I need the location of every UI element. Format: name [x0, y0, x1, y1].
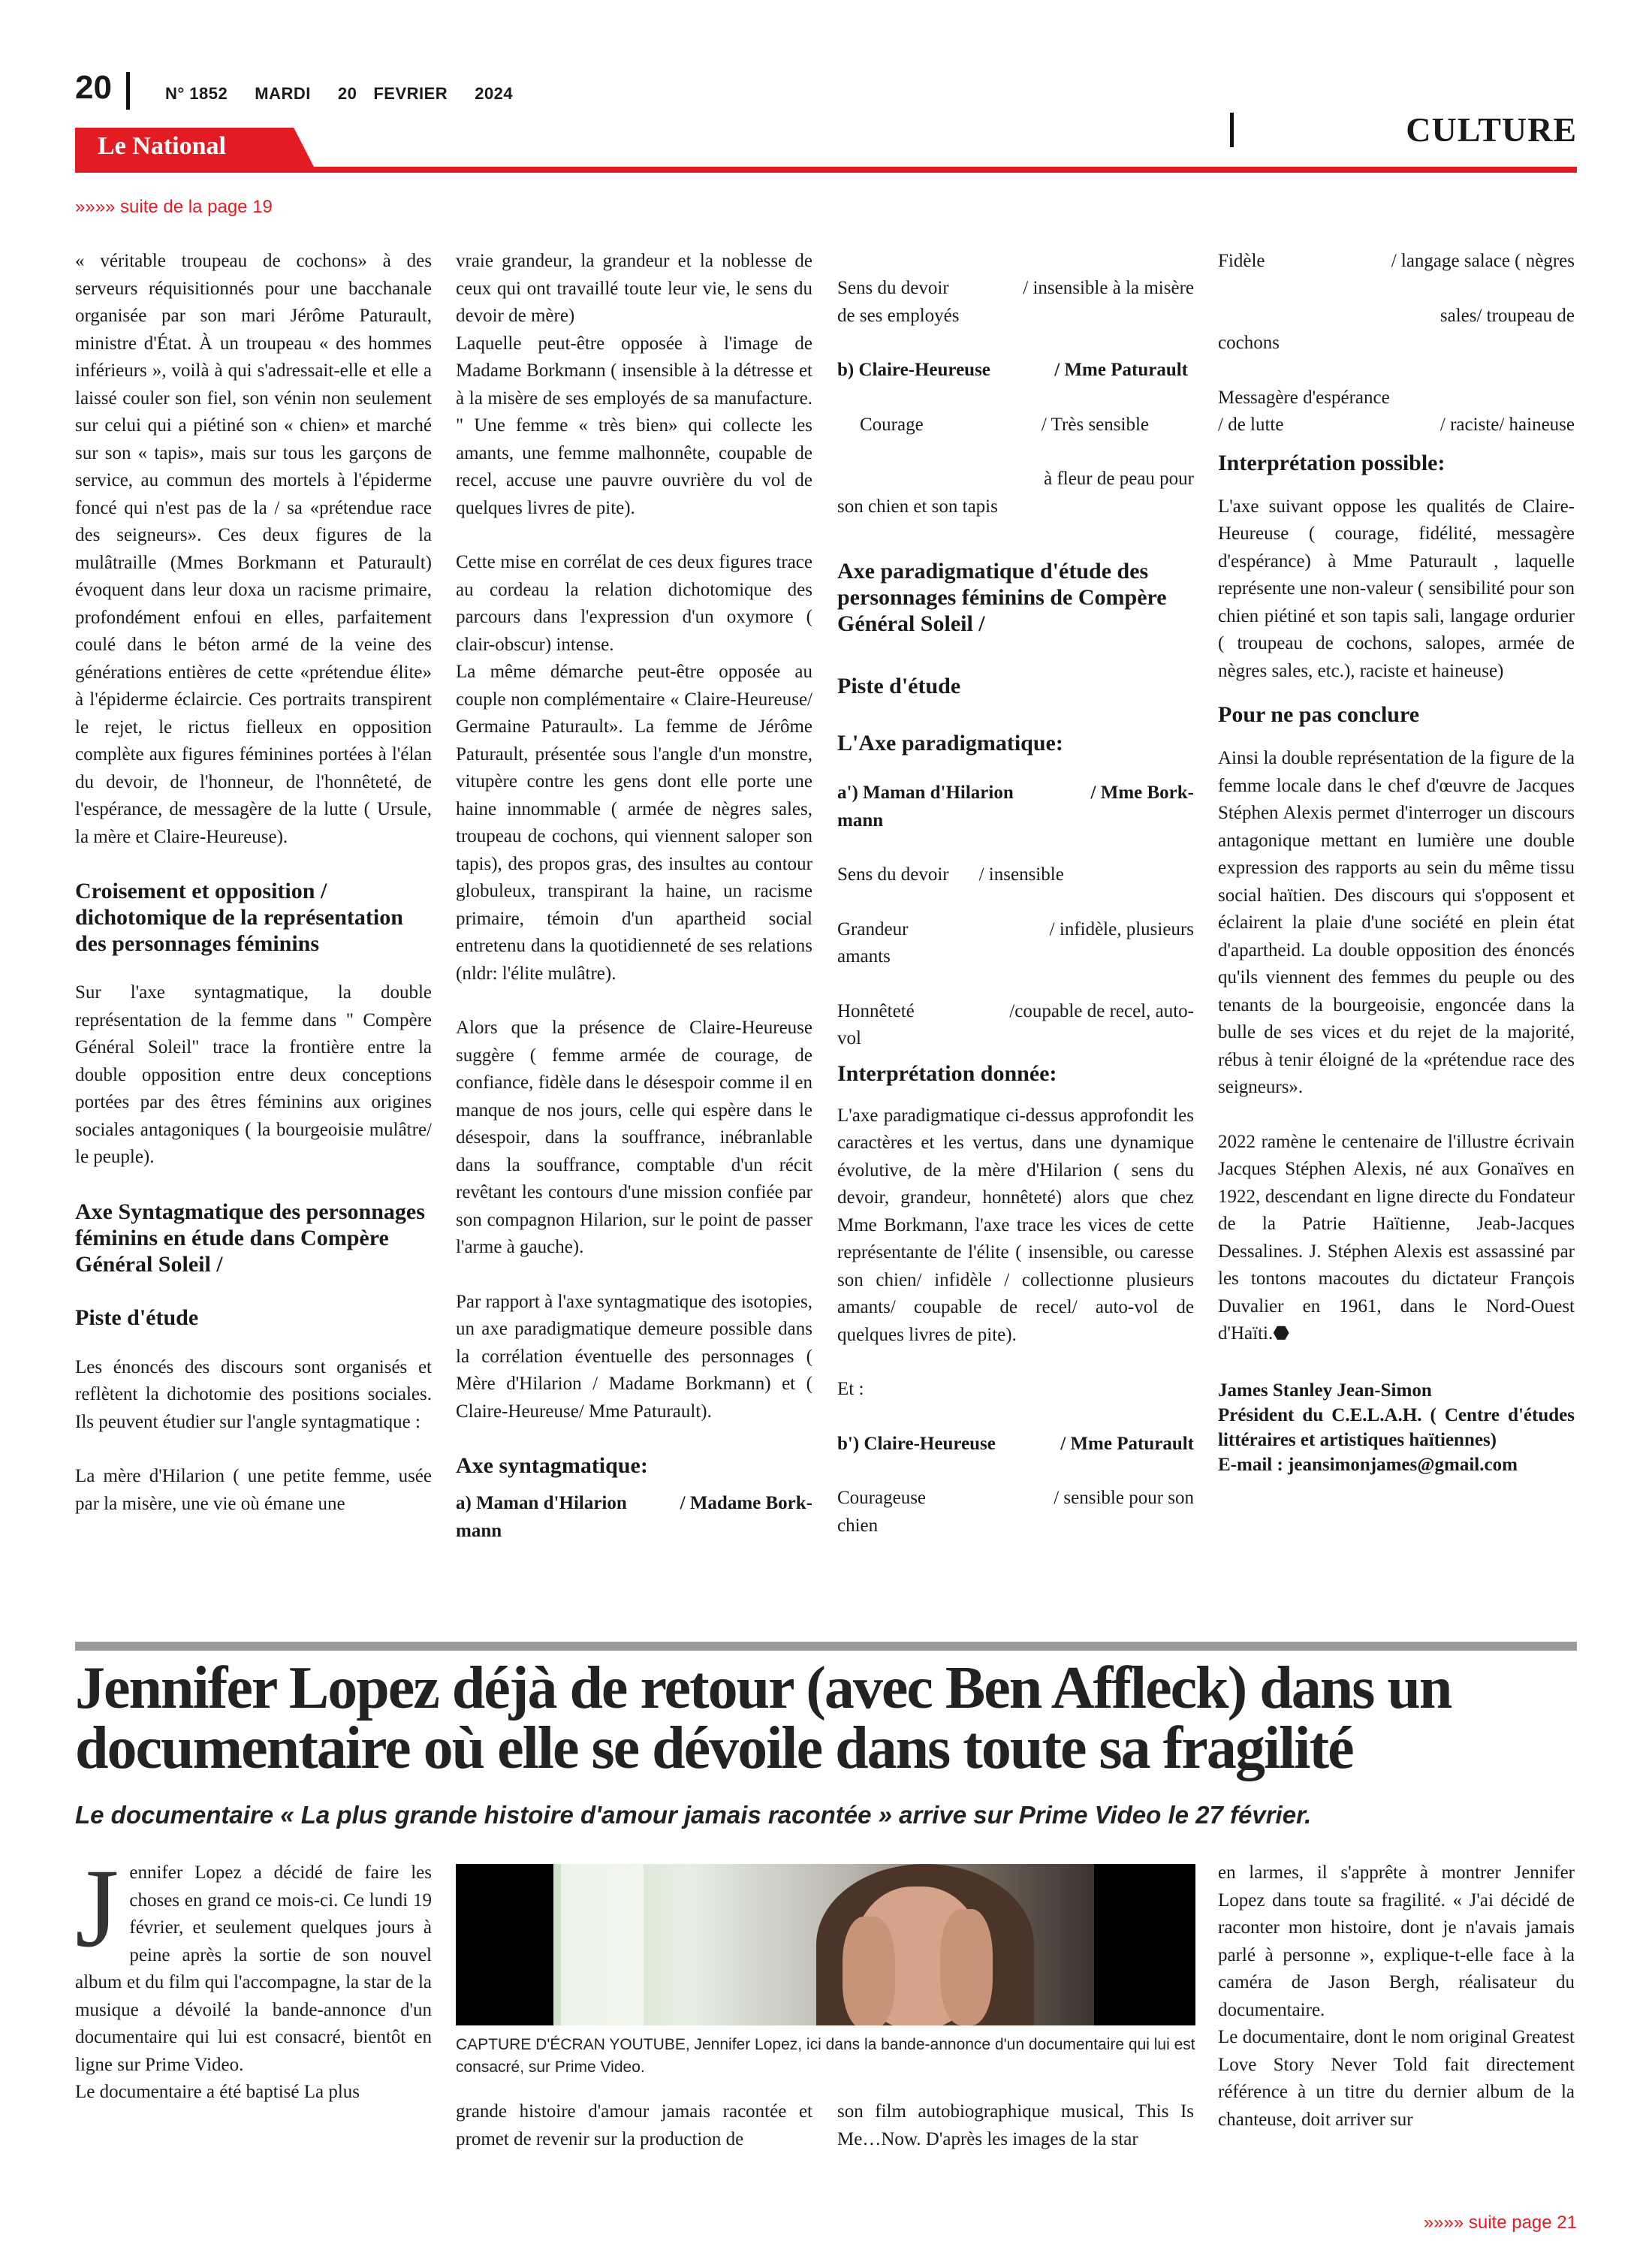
photo-caption: CAPTURE D'ÉCRAN YOUTUBE, Jennifer Lopez, ici dans la bande-annonce d'un documentaire qui lui est consacré, sur Prime Video. — [456, 2036, 1195, 2076]
article-photo — [456, 1864, 1195, 2025]
pair-left: a') Maman d'Hilarion — [837, 783, 1014, 803]
pair-right: / Mme Paturault — [1054, 360, 1188, 380]
axis-pair — [837, 357, 1194, 385]
pair-continued: mann — [837, 810, 884, 831]
axis-pair — [837, 998, 1194, 1026]
pair-left: Honnêteté — [837, 1000, 915, 1021]
paragraph: Et : — [837, 1379, 864, 1399]
pair-right: / Mme Paturault — [1060, 1433, 1194, 1454]
pair-left: Sens du devoir — [837, 864, 949, 885]
pair-right: / insensible — [978, 864, 1064, 885]
subheading: Axe paradigmatique d'étude des personnages féminins de Compère Général Soleil / — [837, 559, 1167, 636]
axis-pair — [837, 1431, 1194, 1458]
subheading: Interprétation donnée: — [837, 1060, 1057, 1086]
paragraph: grande histoire d'amour jamais racontée et promet de revenir sur la production de — [456, 2101, 812, 2149]
pair-continued: cochons — [1218, 333, 1280, 353]
axis-pair — [837, 916, 1194, 944]
subheading: L'Axe paradigmatique: — [837, 731, 1063, 756]
continued-to: »»»» suite page 21 — [1423, 2212, 1577, 2233]
pair-right: à fleur de peau pour — [1044, 469, 1194, 489]
paragraph: Par rapport à l'axe syntagmatique des isotopies, un axe paradigmatique demeure possible dans la corrélation éventuelle des personnages ( Mère d'Hilarion / Madame Borkmann) et ( Claire-Heureuse/ Mme Paturault). — [456, 1291, 812, 1422]
subheading: Pour ne pas conclure — [1218, 702, 1420, 727]
pair-right: / sensible pour son — [1054, 1488, 1194, 1508]
column-2 — [456, 248, 812, 1545]
paragraph: Ainsi la double représentation de la figure de la femme locale dans le chef d'œuvre de Jacques Stéphen Alexis permet d'interroger un discours antagonique mettant en lumière une double expression des rapports au sein du même tissu social haïtien. Des discours qui s'opposent et éclairent la plaie d'une société en plein état d'apartheid. La double opposition des énoncés qu'ils viennent des femmes du peuple ou des tenants de la bourgeoisie, engoncée dans la bulle de ses vices et du rejet de la majorité, rébus à tenir éloigné de la «prétendue race des seigneurs». — [1218, 748, 1575, 1097]
pair-right: / Mme Bork- — [1090, 783, 1194, 803]
pair-left: Fidèle — [1218, 251, 1265, 271]
article-rule — [75, 1642, 1577, 1651]
pair-left: a) Maman d'Hilarion — [456, 1493, 627, 1513]
author-name: James Stanley Jean-Simon — [1218, 1380, 1432, 1401]
pair-right: / langage salace ( nègres — [1391, 251, 1575, 271]
pair-left: / de lutte — [1218, 415, 1284, 435]
author-title: Président du C.E.L.A.H. ( Centre d'études littéraires et artistiques haïtiennes) — [1218, 1404, 1575, 1450]
paragraph: La même démarche peut-être opposée au couple non complémentaire « Claire-Heureuse/ Germaine Paturault». La femme de Jérôme Paturault, présentée sous l'angle d'un monstre, vitupère contre les gens dont elle porte une haine innommable ( armée de nègres sales, troupeau de cochons, qui viennent saloper son tapis), des propos gras, des insultes au contour globuleux, transpirant la haine, un racisme primaire, témoin d'un apartheid social entretenu dans la quotidienneté de ses relations (nldr: l'élite mulâtre). — [456, 662, 812, 984]
pair-continued: mann — [456, 1520, 502, 1541]
article-column-3 — [837, 2098, 1194, 2153]
article-column-1 — [75, 1846, 432, 2107]
pair-left: b) Claire-Heureuse — [837, 360, 990, 380]
pair-right: / Madame Bork- — [680, 1493, 812, 1513]
pair-continued: de ses employés — [837, 305, 960, 326]
paragraph — [75, 1846, 432, 2079]
column-1 — [75, 248, 432, 1545]
paragraph: Alors que la présence de Claire-Heureuse suggère ( femme armée de courage, de confiance, fidèle dans le désespoir comme il en manque de nos jours, celle qui espère dans le désespoir, dans la souffrance, inébranlable dans la souffrance, comptable d'un récit revêtant les contours d'une mission confiée par son compagnon Hilarion, sur le point de passer l'arme à gauche). — [456, 1018, 812, 1257]
axis-pair — [1218, 412, 1575, 439]
subheading: Interprétation possible: — [1218, 450, 1446, 475]
paragraph-text: 2022 ramène le centenaire de l'illustre écrivain Jacques Stéphen Alexis, né aux Gonaïves en 1922, descendant en ligne directe du Fondateur de la Patrie Haïtienne, Jeab-Jacques Dessalines. J. Stéphen Alexis est assassiné par les tontons macoutes du dictateur François Duvalier en 1961, dans le Nord-Ouest d'Haïti. — [1218, 1131, 1575, 1344]
photo-scene — [553, 1864, 1094, 2025]
axis-pair — [1218, 248, 1575, 276]
pair-left: Courageuse — [837, 1488, 927, 1508]
brand-name: Le National — [98, 132, 226, 160]
article-column-2 — [456, 2098, 812, 2153]
issue-day: MARDI — [255, 84, 311, 103]
hand-shape — [843, 1917, 895, 2025]
dropcap: J — [75, 1846, 119, 1971]
article-subhead: Le documentaire « La plus grande histoire d'amour jamais racontée » arrive sur Prime Video le 27 février. — [75, 1801, 1312, 1829]
paragraph — [1218, 1129, 1575, 1348]
paragraph: Les énoncés des discours sont organisés et reflètent la dichotomie des positions sociales. Ils peuvent étudier sur l'angle syntagmatique : — [75, 1356, 432, 1432]
axis-pair — [456, 1490, 812, 1518]
article-column-4 — [1218, 1859, 1575, 2134]
pair-right: /coupable de recel, auto- — [1009, 1000, 1194, 1021]
paragraph: L'axe suivant oppose les qualités de Claire-Heureuse ( courage, fidélité, messagère d'espérance) à Mme Paturault , laquelle représente une non-valeur ( sensibilité pour son chien piétiné et son tapis sali, langage ordurier ( troupeau de cochons, salopes, armée de nègres sales, etc.), raciste et haineuse) — [1218, 496, 1575, 681]
paragraph: en larmes, il s'apprête à montrer Jennifer Lopez dans toute sa fragilité. « J'ai décidé de raconter mon histoire, dont je n'avais jamais parlé à personne », explique-t-elle face à la caméra de Jason Bergh, réalisateur du documentaire. — [1218, 1862, 1575, 2020]
issue-info — [165, 84, 540, 104]
header-divider — [126, 72, 130, 110]
continued-from: »»»» suite de la page 19 — [75, 197, 273, 217]
pair-left: Grandeur — [837, 918, 909, 940]
page-number: 20 — [75, 69, 112, 106]
paragraph: Laquelle peut-être opposée à l'image de Madame Borkmann ( insensible à la détresse et à la misère de ses employés de sa manufacture. " Une femme « très bien» qui collecte les amants, une femme malhonnête, coupable de recel, accuse une pauvre ouvrière du vol de quelques livres de pite). — [456, 333, 812, 518]
pair-left: Messagère d'espérance — [1218, 387, 1390, 408]
axis-pair — [837, 780, 1194, 807]
issue-number: N° 1852 — [165, 84, 228, 103]
paragraph: vraie grandeur, la grandeur et la noblesse de ceux qui ont travaillé toute leur vie, le sens du devoir de mère) — [456, 251, 812, 326]
issue-month: FEVRIER — [373, 84, 448, 103]
axis-pair — [837, 412, 1194, 439]
header-rule — [75, 167, 1577, 173]
subheading: Piste d'étude — [75, 1304, 199, 1330]
paragraph: Sur l'axe syntagmatique, la double représentation de la femme dans " Compère Général Soleil" trace la frontière entre la double opposition entre deux conceptions portées par des êtres féminins aux origines sociales antagoniques ( la bourgeoisie mulâtre/ le peuple). — [75, 982, 432, 1167]
pair-right: sales/ troupeau de — [1439, 305, 1575, 326]
subheading: Piste d'étude — [837, 674, 961, 698]
pair-continued: vol — [837, 1028, 861, 1048]
pair-left: Courage — [860, 414, 924, 435]
paragraph: L'axe paradigmatique ci-dessus approfondit les caractères et les vertus, dans une dynamique évolutive, de la mère d'Hilarion ( sens du devoir, grandeur, honnêteté) alors que chez Mme Borkmann, l'axe trace les vices de cette représentante de l'élite ( insensible, ou caresse son chien/ infidèle / collectionne plusieurs amants/ coupable de recel/ auto-vol de quelques livres de pite). — [837, 1105, 1194, 1345]
axis-pair — [837, 1485, 1194, 1513]
subheading: Croisement et opposition / dichotomique de la représentation des personnages féminins — [75, 879, 403, 956]
hand-shape — [940, 1909, 993, 2025]
pair-left: b') Claire-Heureuse — [837, 1433, 996, 1454]
pair-left: Sens du devoir — [837, 278, 949, 298]
axis-pair — [837, 861, 1194, 889]
pair-right: / insensible à la misère — [1023, 278, 1194, 298]
axis-pair — [837, 275, 1194, 303]
window-light — [561, 1864, 644, 2025]
subheading: Axe syntagmatique: — [456, 1453, 648, 1478]
paragraph: son film autobiographique musical, This Is Me…Now. D'après les images de la star — [837, 2101, 1194, 2149]
column-3 — [837, 275, 1194, 1540]
pair-right: / raciste/ haineuse — [1439, 415, 1575, 435]
pair-continued: amants — [837, 946, 891, 967]
pair-continued: chien — [837, 1515, 879, 1536]
paragraph: « véritable troupeau de cochons» à des serveurs réquisitionnés pour une bacchanale organisée par son mari Jérôme Paturault, ministre d'État. À un troupeau « des hommes inférieurs », voilà à qui s'adressait-elle et elle a laissé couler son fiel, son vénin non seulement sur celui qui a piétiné son « chien» et marché sur son « tapis», mais sur tous les garçons de service, au commun des mortels à l'épiderme foncé qui n'est pas de la / sa «prétendue race des seigneurs». Ces deux figures de la mulâtraille (Mmes Borkmann et Paturault) évoquent dans leur doxa un racisme primaire, profondément enfoui en elles, parfaitement coulé dans le béton armé de la veine des générations entières de cette «prétendue élite» à l'épiderme éclaircie. Ces portraits transpirent le rejet, le rictus fielleux en opposition complète aux figures féminines portées à l'élan du devoir, de l'honneur, de l'honnêteté, de l'espérance, de messagère de la lutte ( Ursule, la mère et Claire-Heureuse). — [75, 251, 432, 847]
section-divider — [1230, 113, 1234, 147]
paragraph: Le documentaire, dont le nom original Greatest Love Story Never Told fait directement référence à un titre du dernier album de la chanteuse, doit arriver sur — [1218, 2027, 1575, 2130]
pair-right: / Très sensible — [1041, 414, 1149, 435]
end-mark-icon: ⬣ — [1273, 1323, 1290, 1344]
paragraph: Cette mise en corrélat de ces deux figures trace au cordeau la relation dichotomique des parcours dans l'expression d'un oxymore ( clair-obscur) intense. — [456, 552, 812, 655]
pair-continued: son chien et son tapis — [837, 496, 998, 517]
section-title: CULTURE — [1406, 110, 1577, 149]
paragraph: La mère d'Hilarion ( une petite femme, usée par la misère, une vie où émane une — [75, 1466, 432, 1514]
paragraph: Le documentaire a été baptisé La plus — [75, 2082, 360, 2102]
subheading: Axe Syntagmatique des personnages féminins en étude dans Compère Général Soleil / — [75, 1199, 425, 1277]
author-email: E-mail : jeansimonjames@gmail.com — [1218, 1454, 1518, 1475]
article-headline: Jennifer Lopez déjà de retour (avec Ben Affleck) dans un documentaire où elle se dévoile dans toute sa fragilité — [75, 1655, 1452, 1781]
issue-date-day: 20 — [337, 84, 357, 103]
issue-year: 2024 — [475, 84, 514, 103]
pair-right: / infidèle, plusieurs — [1049, 918, 1194, 940]
column-4 — [1218, 248, 1575, 1477]
paragraph-text: ennifer Lopez a décidé de faire les choses en grand ce mois-ci. Ce lundi 19 février, et seulement quelques jours à peine après la sortie de son nouvel album et du film qui l'accompagne, la star de la musique a dévoilé la bande-annonce d'un documentaire qui lui est consacré, bientôt en ligne sur Prime Video. — [75, 1862, 432, 2075]
